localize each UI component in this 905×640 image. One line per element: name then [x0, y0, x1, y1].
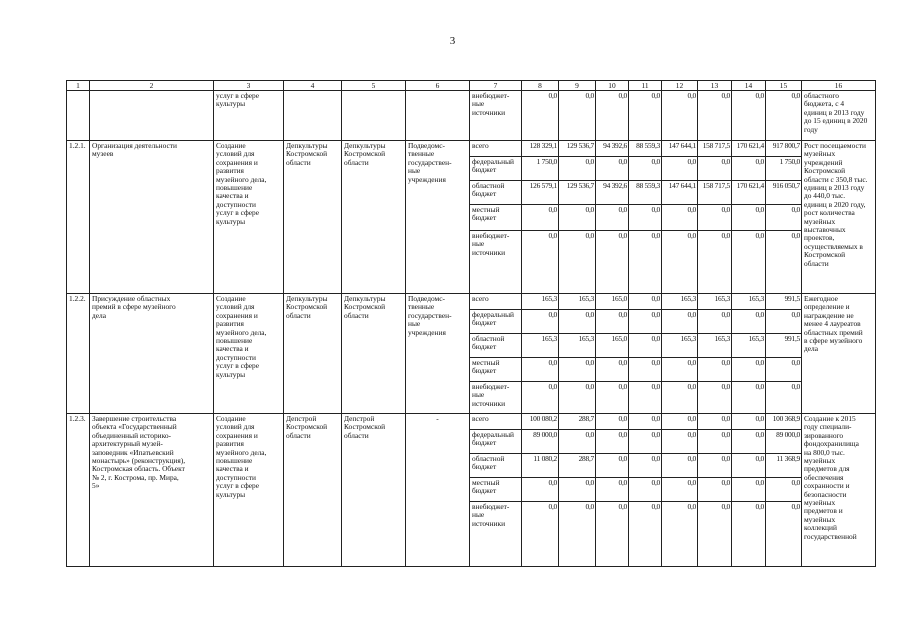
- recipient-cell: Подведомс- твенные государствен- ные учреждения: [406, 141, 470, 294]
- value-cell: 88 559,3: [629, 181, 662, 205]
- value-cell: 0,0: [522, 358, 559, 382]
- value-cell: 0,0: [629, 430, 662, 454]
- value-cell: 0,0: [629, 502, 662, 567]
- value-cell: 0,0: [596, 157, 629, 181]
- value-cell: 0,0: [766, 91, 802, 141]
- value-cell: 0,0: [596, 231, 629, 294]
- value-cell: 0,0: [629, 414, 662, 430]
- value-cell: 0,0: [662, 205, 698, 231]
- value-cell: 991,5: [766, 294, 802, 310]
- col-header: 2: [90, 81, 214, 91]
- col-header: 4: [284, 81, 342, 91]
- value-cell: 0,0: [698, 414, 732, 430]
- cell: [90, 91, 214, 141]
- value-cell: 0,0: [732, 502, 766, 567]
- col-header: 6: [406, 81, 470, 91]
- value-cell: 0,0: [596, 205, 629, 231]
- col-header: 12: [662, 81, 698, 91]
- purpose-cell: Создание условий для сохранения и развития музейного дела, повышение качества и доступности услуг в сфере культуры: [214, 141, 284, 294]
- value-cell: 0,0: [766, 502, 802, 567]
- value-cell: 165,3: [698, 334, 732, 358]
- result-cell: Рост посещаемости музейных учреждений Костромской области с 350,8 тыс. единиц в 2013 году до 440,0 тыс. единиц в 2020 году, рост количества музейных выставочных проектов, осуществляемых в Костромской области: [802, 141, 876, 294]
- page-number: 3: [449, 35, 456, 47]
- purpose-cell: услуг в сфере культуры: [214, 91, 284, 141]
- source-label: внебюджет- ные источники: [470, 91, 522, 141]
- source-label: областной бюджет: [470, 181, 522, 205]
- value-cell: 0,0: [629, 478, 662, 502]
- value-cell: 0,0: [662, 478, 698, 502]
- value-cell: 89 000,0: [522, 430, 559, 454]
- value-cell: 0,0: [732, 430, 766, 454]
- value-cell: 165,3: [698, 294, 732, 310]
- source-label: федеральный бюджет: [470, 310, 522, 334]
- value-cell: 0,0: [522, 310, 559, 334]
- col-header: 16: [802, 81, 876, 91]
- value-cell: 0,0: [732, 454, 766, 478]
- value-cell: 0,0: [662, 502, 698, 567]
- value-cell: 0,0: [698, 91, 732, 141]
- value-cell: 165,3: [732, 334, 766, 358]
- value-cell: 0,0: [629, 231, 662, 294]
- executor-cell: Депкультуры Костромской области: [284, 294, 342, 414]
- source-label: внебюджет- ные источники: [470, 382, 522, 414]
- purpose-cell: Создание условий для сохранения и развития музейного дела, повышение качества и доступности услуг в сфере культуры: [214, 414, 284, 567]
- value-cell: 0,0: [766, 358, 802, 382]
- value-cell: 0,0: [559, 478, 596, 502]
- col-header: 1: [67, 81, 90, 91]
- value-cell: 0,0: [596, 454, 629, 478]
- value-cell: 0,0: [732, 231, 766, 294]
- value-cell: 0,0: [698, 502, 732, 567]
- value-cell: 89 000,0: [766, 430, 802, 454]
- value-cell: 165,3: [662, 294, 698, 310]
- value-cell: 0,0: [522, 502, 559, 567]
- value-cell: 0,0: [662, 310, 698, 334]
- column-number-row: [67, 81, 876, 91]
- value-cell: 129 536,7: [559, 181, 596, 205]
- value-cell: 147 644,1: [662, 181, 698, 205]
- value-cell: 0,0: [596, 414, 629, 430]
- value-cell: 288,7: [559, 414, 596, 430]
- col-header: 9: [559, 81, 596, 91]
- value-cell: 165,0: [596, 334, 629, 358]
- value-cell: 128 329,1: [522, 141, 559, 157]
- value-cell: 0,0: [662, 231, 698, 294]
- value-cell: 100 080,2: [522, 414, 559, 430]
- executor-cell: Депстрой Костромской области: [284, 414, 342, 567]
- value-cell: 0,0: [766, 478, 802, 502]
- source-label: всего: [470, 294, 522, 310]
- activity-name: Организация деятельности музеев: [90, 141, 214, 294]
- activity-row: [67, 414, 876, 430]
- value-cell: 165,0: [596, 294, 629, 310]
- value-cell: 126 579,1: [522, 181, 559, 205]
- activity-number: 1.2.2.: [67, 294, 90, 414]
- value-cell: 170 621,4: [732, 141, 766, 157]
- value-cell: 0,0: [732, 157, 766, 181]
- value-cell: 0,0: [732, 205, 766, 231]
- value-cell: 0,0: [559, 502, 596, 567]
- value-cell: 0,0: [732, 478, 766, 502]
- result-cell: областного бюджета, с 4 единиц в 2013 году до 15 единиц в 2020 году: [802, 91, 876, 141]
- value-cell: 0,0: [559, 382, 596, 414]
- activity-name: Завершение строительства объекта «Государственный объединенный историко- архитектурный музей- заповедник «Ипатьевский монастырь» (реконструкция), Костромская область. Объект № 2, г. Кострома, пр. Мира, 5»: [90, 414, 214, 567]
- activity-name: Присуждение областных премий в сфере музейного дела: [90, 294, 214, 414]
- value-cell: 0,0: [596, 310, 629, 334]
- value-cell: 165,3: [559, 334, 596, 358]
- value-cell: 0,0: [662, 430, 698, 454]
- value-cell: 88 559,3: [629, 141, 662, 157]
- source-label: всего: [470, 141, 522, 157]
- activity-row: [67, 141, 876, 157]
- value-cell: 0,0: [596, 430, 629, 454]
- activity-number: 1.2.3.: [67, 414, 90, 567]
- value-cell: 991,5: [766, 334, 802, 358]
- value-cell: 0,0: [732, 310, 766, 334]
- value-cell: 0,0: [596, 358, 629, 382]
- value-cell: 0,0: [766, 310, 802, 334]
- value-cell: 917 800,7: [766, 141, 802, 157]
- activity-row: [67, 294, 876, 310]
- value-cell: 147 644,1: [662, 141, 698, 157]
- col-header: 8: [522, 81, 559, 91]
- cell: [342, 91, 406, 141]
- value-cell: 0,0: [662, 157, 698, 181]
- value-cell: 0,0: [766, 231, 802, 294]
- value-cell: 0,0: [629, 310, 662, 334]
- recipient-cell: Подведомс- твенные государствен- ные учреждения: [406, 294, 470, 414]
- value-cell: 165,3: [559, 294, 596, 310]
- value-cell: 0,0: [732, 414, 766, 430]
- value-cell: 94 392,6: [596, 181, 629, 205]
- recipient-cell: -: [406, 414, 470, 567]
- source-label: областной бюджет: [470, 334, 522, 358]
- activity-number: 1.2.1.: [67, 141, 90, 294]
- value-cell: 0,0: [698, 382, 732, 414]
- value-cell: 0,0: [629, 91, 662, 141]
- result-cell: Ежегодное определение и награждение не менее 4 лауреатов областных премий в сфере музейного дела: [802, 294, 876, 414]
- value-cell: 11 080,2: [522, 454, 559, 478]
- value-cell: 0,0: [629, 358, 662, 382]
- source-label: местный бюджет: [470, 358, 522, 382]
- value-cell: 0,0: [662, 414, 698, 430]
- value-cell: 0,0: [662, 382, 698, 414]
- value-cell: 0,0: [559, 430, 596, 454]
- value-cell: 0,0: [559, 157, 596, 181]
- value-cell: 0,0: [732, 382, 766, 414]
- value-cell: 94 392,6: [596, 141, 629, 157]
- value-cell: 0,0: [559, 310, 596, 334]
- value-cell: 165,3: [732, 294, 766, 310]
- col-header: 3: [214, 81, 284, 91]
- value-cell: 0,0: [629, 294, 662, 310]
- coexecutor-cell: Депкультуры Костромской области: [342, 141, 406, 294]
- source-label: всего: [470, 414, 522, 430]
- value-cell: 916 050,7: [766, 181, 802, 205]
- value-cell: 0,0: [698, 454, 732, 478]
- value-cell: 0,0: [629, 205, 662, 231]
- source-label: местный бюджет: [470, 478, 522, 502]
- purpose-cell: Создание условий для сохранения и развития музейного дела, повышение качества и доступности услуг в сфере культуры: [214, 294, 284, 414]
- value-cell: 0,0: [698, 430, 732, 454]
- value-cell: 0,0: [522, 205, 559, 231]
- value-cell: 0,0: [698, 157, 732, 181]
- value-cell: 1 750,0: [522, 157, 559, 181]
- value-cell: 0,0: [522, 382, 559, 414]
- value-cell: 1 750,0: [766, 157, 802, 181]
- value-cell: 0,0: [732, 91, 766, 141]
- value-cell: 0,0: [698, 205, 732, 231]
- cell: [284, 91, 342, 141]
- value-cell: 0,0: [596, 91, 629, 141]
- value-cell: 0,0: [559, 91, 596, 141]
- col-header: 13: [698, 81, 732, 91]
- coexecutor-cell: Депкультуры Костромской области: [342, 294, 406, 414]
- value-cell: 165,3: [522, 334, 559, 358]
- value-cell: 0,0: [522, 478, 559, 502]
- value-cell: 11 368,9: [766, 454, 802, 478]
- value-cell: 288,7: [559, 454, 596, 478]
- value-cell: 165,3: [522, 294, 559, 310]
- source-label: федеральный бюджет: [470, 430, 522, 454]
- value-cell: 0,0: [698, 310, 732, 334]
- result-cell: Создание к 2015 году специали- зированного фондохранилища на 800,0 тыс. музейных предметов для обеспечения сохранности и безопасности музейных предметов и музейных коллекций государственной: [802, 414, 876, 567]
- value-cell: 165,3: [662, 334, 698, 358]
- value-cell: 0,0: [629, 382, 662, 414]
- col-header: 10: [596, 81, 629, 91]
- value-cell: 0,0: [522, 231, 559, 294]
- cell: [406, 91, 470, 141]
- value-cell: 100 368,9: [766, 414, 802, 430]
- value-cell: 0,0: [662, 91, 698, 141]
- value-cell: 0,0: [596, 478, 629, 502]
- program-activities-table: [66, 80, 876, 567]
- source-label: областной бюджет: [470, 454, 522, 478]
- value-cell: 0,0: [662, 454, 698, 478]
- value-cell: 0,0: [698, 358, 732, 382]
- value-cell: 0,0: [629, 454, 662, 478]
- value-cell: 0,0: [559, 358, 596, 382]
- col-header: 5: [342, 81, 406, 91]
- value-cell: 170 621,4: [732, 181, 766, 205]
- value-cell: 0,0: [559, 231, 596, 294]
- value-cell: 158 717,5: [698, 141, 732, 157]
- value-cell: 0,0: [596, 502, 629, 567]
- value-cell: 0,0: [662, 358, 698, 382]
- value-cell: 0,0: [559, 205, 596, 231]
- source-label: местный бюджет: [470, 205, 522, 231]
- value-cell: 0,0: [596, 382, 629, 414]
- value-cell: 0,0: [522, 91, 559, 141]
- col-header: 15: [766, 81, 802, 91]
- executor-cell: Депкультуры Костромской области: [284, 141, 342, 294]
- value-cell: 0,0: [698, 231, 732, 294]
- value-cell: 0,0: [732, 358, 766, 382]
- value-cell: 0,0: [766, 382, 802, 414]
- value-cell: 158 717,5: [698, 181, 732, 205]
- value-cell: 0,0: [629, 334, 662, 358]
- col-header: 14: [732, 81, 766, 91]
- value-cell: 0,0: [698, 478, 732, 502]
- cell: [67, 91, 90, 141]
- value-cell: 0,0: [766, 205, 802, 231]
- continuation-row: [67, 91, 876, 141]
- coexecutor-cell: Депстрой Костромской области: [342, 414, 406, 567]
- source-label: внебюджет- ные источники: [470, 231, 522, 294]
- source-label: федеральный бюджет: [470, 157, 522, 181]
- value-cell: 0,0: [629, 157, 662, 181]
- value-cell: 129 536,7: [559, 141, 596, 157]
- source-label: внебюджет- ные источники: [470, 502, 522, 567]
- col-header: 11: [629, 81, 662, 91]
- col-header: 7: [470, 81, 522, 91]
